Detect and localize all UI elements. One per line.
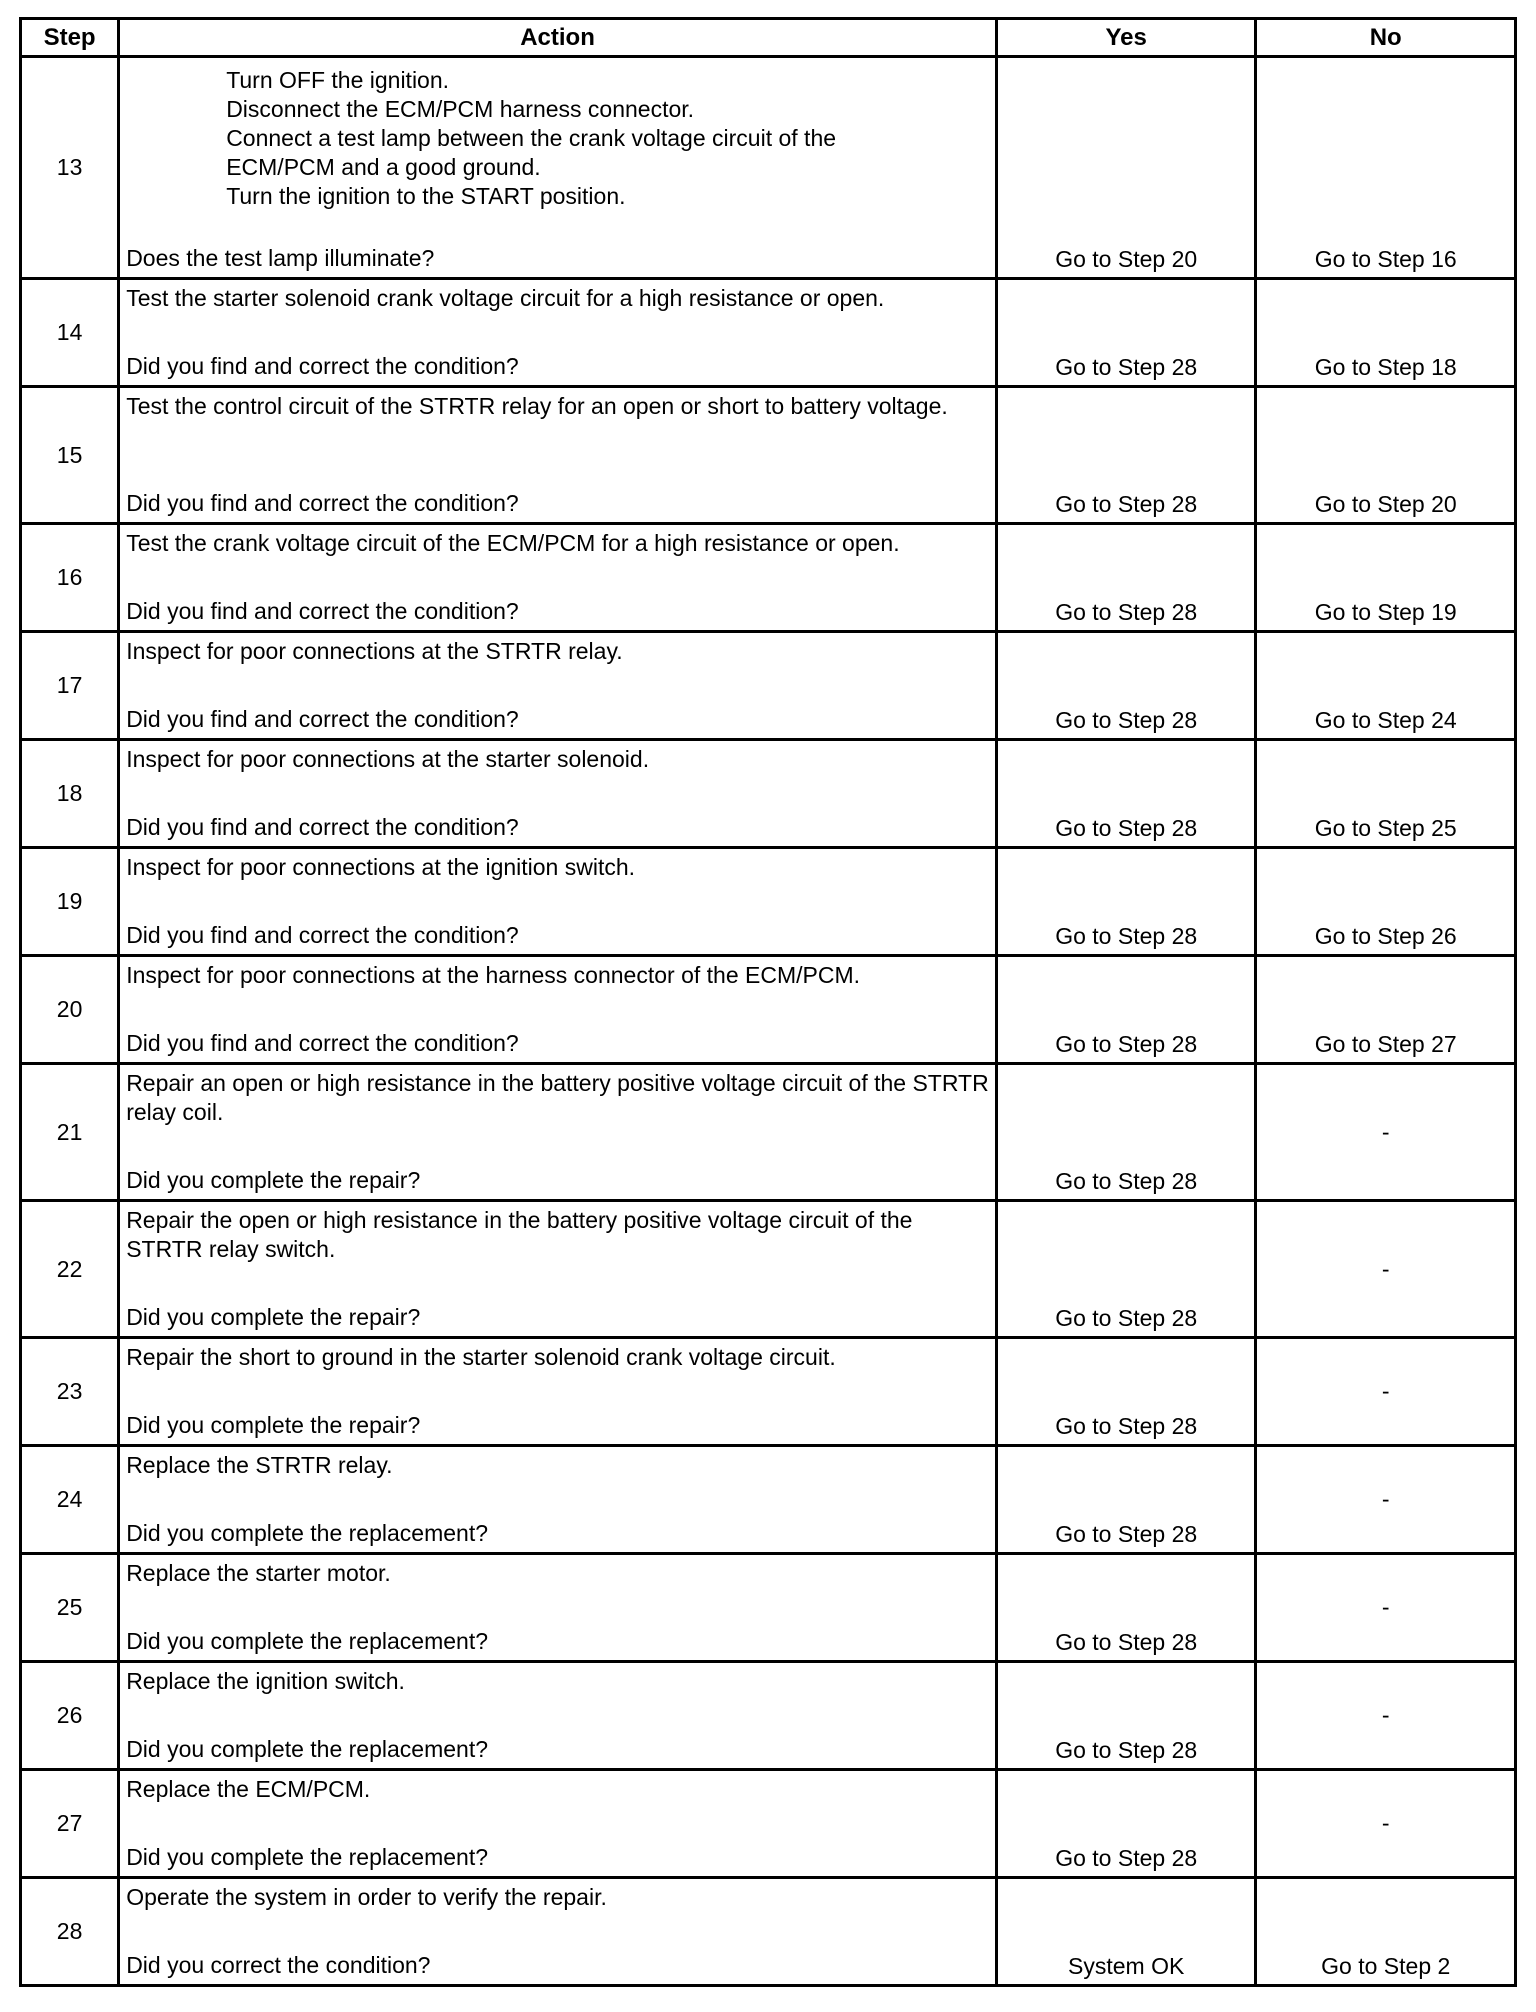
action-question: Did you complete the replacement?	[126, 1628, 488, 1654]
yes-result	[996, 524, 1256, 632]
action-question: Did you find and correct the condition?	[126, 490, 519, 516]
step-number: 25	[21, 1554, 119, 1662]
yes-result	[996, 632, 1256, 740]
yes-result-text: Go to Step 28	[1055, 1845, 1198, 1871]
header-row	[21, 19, 1516, 57]
action-cell	[119, 956, 997, 1064]
table-row	[21, 279, 1516, 387]
action-cell	[119, 1662, 997, 1770]
yes-result-text: Go to Step 28	[1055, 1305, 1198, 1331]
action-cell	[119, 57, 997, 279]
no-result	[1256, 848, 1516, 956]
action-text	[126, 1206, 989, 1264]
action-text	[126, 392, 989, 421]
no-result	[1256, 524, 1516, 632]
action-text	[126, 1667, 989, 1696]
action-question: Did you find and correct the condition?	[126, 814, 519, 840]
yes-result	[996, 848, 1256, 956]
header-yes: Yes	[996, 19, 1256, 57]
action-text	[126, 1451, 989, 1480]
no-result-text: Go to Step 24	[1314, 707, 1457, 733]
yes-result-text: Go to Step 28	[1055, 491, 1198, 517]
no-result	[1256, 1878, 1516, 1986]
table-row	[21, 632, 1516, 740]
step-number: 14	[21, 279, 119, 387]
step-number: 20	[21, 956, 119, 1064]
step-number: 23	[21, 1338, 119, 1446]
no-result	[1256, 1201, 1516, 1338]
action-instruction: Replace the STRTR relay.	[126, 1452, 393, 1478]
action-substep: Turn OFF the ignition.	[226, 67, 450, 93]
step-number: 16	[21, 524, 119, 632]
action-instruction: Replace the ECM/PCM.	[126, 1776, 371, 1802]
yes-result	[996, 1338, 1256, 1446]
yes-result	[996, 1554, 1256, 1662]
yes-result	[996, 279, 1256, 387]
table-row	[21, 387, 1516, 524]
no-result	[1256, 279, 1516, 387]
action-question: Does the test lamp illuminate?	[126, 245, 435, 271]
action-cell	[119, 387, 997, 524]
action-question: Did you complete the replacement?	[126, 1844, 488, 1870]
action-instruction: Inspect for poor connections at the starter solenoid.	[126, 746, 650, 772]
action-cell	[119, 524, 997, 632]
step-number: 15	[21, 387, 119, 524]
action-question: Did you find and correct the condition?	[126, 353, 519, 379]
table-row	[21, 524, 1516, 632]
no-result	[1256, 956, 1516, 1064]
action-text	[126, 961, 989, 990]
action-instruction: Inspect for poor connections at the STRTR relay.	[126, 638, 623, 664]
action-substep: ECM/PCM and a good ground.	[226, 154, 541, 180]
yes-result	[996, 387, 1256, 524]
table-row	[21, 1878, 1516, 1986]
action-instruction: Repair the short to ground in the starter solenoid crank voltage circuit.	[126, 1344, 836, 1370]
no-result-text: Go to Step 27	[1314, 1031, 1457, 1057]
no-result	[1256, 57, 1516, 279]
yes-result	[996, 1201, 1256, 1338]
action-question: Did you complete the repair?	[126, 1304, 421, 1330]
no-result	[1256, 1554, 1516, 1662]
table-row	[21, 57, 1516, 279]
yes-result-text: Go to Step 28	[1055, 1737, 1198, 1763]
no-result-text: Go to Step 2	[1321, 1953, 1451, 1979]
action-text	[126, 1343, 989, 1372]
no-result-text: Go to Step 18	[1314, 354, 1457, 380]
yes-result-text: System OK	[1068, 1953, 1185, 1979]
action-text	[126, 529, 989, 558]
action-question: Did you find and correct the condition?	[126, 1030, 519, 1056]
no-result	[1256, 1064, 1516, 1201]
header-no: No	[1256, 19, 1516, 57]
no-result	[1256, 1446, 1516, 1554]
action-cell	[119, 1446, 997, 1554]
action-question: Did you complete the replacement?	[126, 1520, 488, 1546]
step-number: 18	[21, 740, 119, 848]
step-number: 22	[21, 1201, 119, 1338]
action-question: Did you complete the replacement?	[126, 1736, 488, 1762]
table-row	[21, 740, 1516, 848]
yes-result-text: Go to Step 28	[1055, 923, 1198, 949]
action-instruction: Inspect for poor connections at the harness connector of the ECM/PCM.	[126, 962, 861, 988]
no-result-text: Go to Step 26	[1314, 923, 1457, 949]
action-text	[126, 637, 989, 666]
header-step: Step	[21, 19, 119, 57]
action-instruction: Test the control circuit of the STRTR relay for an open or short to battery voltage.	[126, 393, 948, 419]
no-result-text: Go to Step 25	[1314, 815, 1457, 841]
action-question: Did you correct the condition?	[126, 1952, 431, 1978]
yes-result	[996, 1878, 1256, 1986]
no-result-text: -	[1381, 1486, 1390, 1512]
action-cell	[119, 740, 997, 848]
no-result-text: Go to Step 19	[1314, 599, 1457, 625]
action-text	[126, 853, 989, 882]
action-instruction: Repair an open or high resistance in the battery positive voltage circuit of the STRTR relay coil.	[126, 1070, 989, 1125]
no-result-text: Go to Step 16	[1314, 246, 1457, 272]
no-result-text: Go to Step 20	[1314, 491, 1457, 517]
no-result-text: -	[1381, 1378, 1390, 1404]
table-row	[21, 1554, 1516, 1662]
table-row	[21, 1201, 1516, 1338]
action-question: Did you complete the repair?	[126, 1167, 421, 1193]
action-instruction: Test the crank voltage circuit of the ECM/PCM for a high resistance or open.	[126, 530, 900, 556]
action-instruction: Replace the starter motor.	[126, 1560, 391, 1586]
step-number: 24	[21, 1446, 119, 1554]
table-row	[21, 1446, 1516, 1554]
table-row	[21, 1064, 1516, 1201]
no-result-text: -	[1381, 1702, 1390, 1728]
action-cell	[119, 1554, 997, 1662]
action-cell	[119, 1878, 997, 1986]
diagnostic-table	[19, 17, 1517, 1987]
yes-result	[996, 1064, 1256, 1201]
table-row	[21, 1770, 1516, 1878]
yes-result	[996, 1662, 1256, 1770]
action-text	[126, 1559, 989, 1588]
step-number: 28	[21, 1878, 119, 1986]
action-cell	[119, 1064, 997, 1201]
action-instruction: Replace the ignition switch.	[126, 1668, 405, 1694]
action-instruction: Operate the system in order to verify the repair.	[126, 1884, 607, 1910]
no-result-text: -	[1381, 1810, 1390, 1836]
yes-result	[996, 57, 1256, 279]
yes-result	[996, 740, 1256, 848]
step-number: 19	[21, 848, 119, 956]
no-result	[1256, 1770, 1516, 1878]
yes-result	[996, 956, 1256, 1064]
step-number: 21	[21, 1064, 119, 1201]
yes-result-text: Go to Step 28	[1055, 1413, 1198, 1439]
action-text	[126, 62, 989, 211]
action-cell	[119, 279, 997, 387]
no-result	[1256, 387, 1516, 524]
action-text	[126, 745, 989, 774]
action-cell	[119, 1201, 997, 1338]
yes-result-text: Go to Step 28	[1055, 707, 1198, 733]
yes-result-text: Go to Step 28	[1055, 1521, 1198, 1547]
no-result-text: -	[1381, 1594, 1390, 1620]
action-substep: Turn the ignition to the START position.	[226, 183, 626, 209]
action-text	[126, 1069, 989, 1127]
action-substep: Connect a test lamp between the crank voltage circuit of the	[226, 125, 837, 151]
yes-result-text: Go to Step 20	[1055, 246, 1198, 272]
table-row	[21, 848, 1516, 956]
action-instruction: Repair the open or high resistance in the battery positive voltage circuit of the STRTR relay switch.	[126, 1207, 913, 1262]
step-number: 27	[21, 1770, 119, 1878]
action-cell	[119, 1770, 997, 1878]
action-question: Did you find and correct the condition?	[126, 598, 519, 624]
no-result-text: -	[1381, 1255, 1390, 1282]
yes-result-text: Go to Step 28	[1055, 599, 1198, 625]
no-result	[1256, 632, 1516, 740]
yes-result-text: Go to Step 28	[1055, 815, 1198, 841]
yes-result	[996, 1446, 1256, 1554]
action-cell	[119, 632, 997, 740]
action-instruction: Inspect for poor connections at the ignition switch.	[126, 854, 636, 880]
action-cell	[119, 1338, 997, 1446]
action-text	[126, 284, 989, 313]
no-result	[1256, 1662, 1516, 1770]
action-cell	[119, 848, 997, 956]
table-row	[21, 956, 1516, 1064]
table-row	[21, 1338, 1516, 1446]
step-number: 13	[21, 57, 119, 279]
action-text	[126, 1883, 989, 1912]
yes-result-text: Go to Step 28	[1055, 1168, 1198, 1194]
action-instruction: Test the starter solenoid crank voltage circuit for a high resistance or open.	[126, 285, 885, 311]
action-substep: Disconnect the ECM/PCM harness connector.	[226, 96, 695, 122]
yes-result-text: Go to Step 28	[1055, 1629, 1198, 1655]
step-number: 26	[21, 1662, 119, 1770]
yes-result-text: Go to Step 28	[1055, 354, 1198, 380]
step-number: 17	[21, 632, 119, 740]
action-text	[126, 1775, 989, 1804]
table-row	[21, 1662, 1516, 1770]
action-question: Did you complete the repair?	[126, 1412, 421, 1438]
no-result	[1256, 740, 1516, 848]
header-action: Action	[119, 19, 997, 57]
yes-result-text: Go to Step 28	[1055, 1031, 1198, 1057]
no-result	[1256, 1338, 1516, 1446]
no-result-text: -	[1381, 1118, 1390, 1145]
action-question: Did you find and correct the condition?	[126, 706, 519, 732]
yes-result	[996, 1770, 1256, 1878]
action-question: Did you find and correct the condition?	[126, 922, 519, 948]
